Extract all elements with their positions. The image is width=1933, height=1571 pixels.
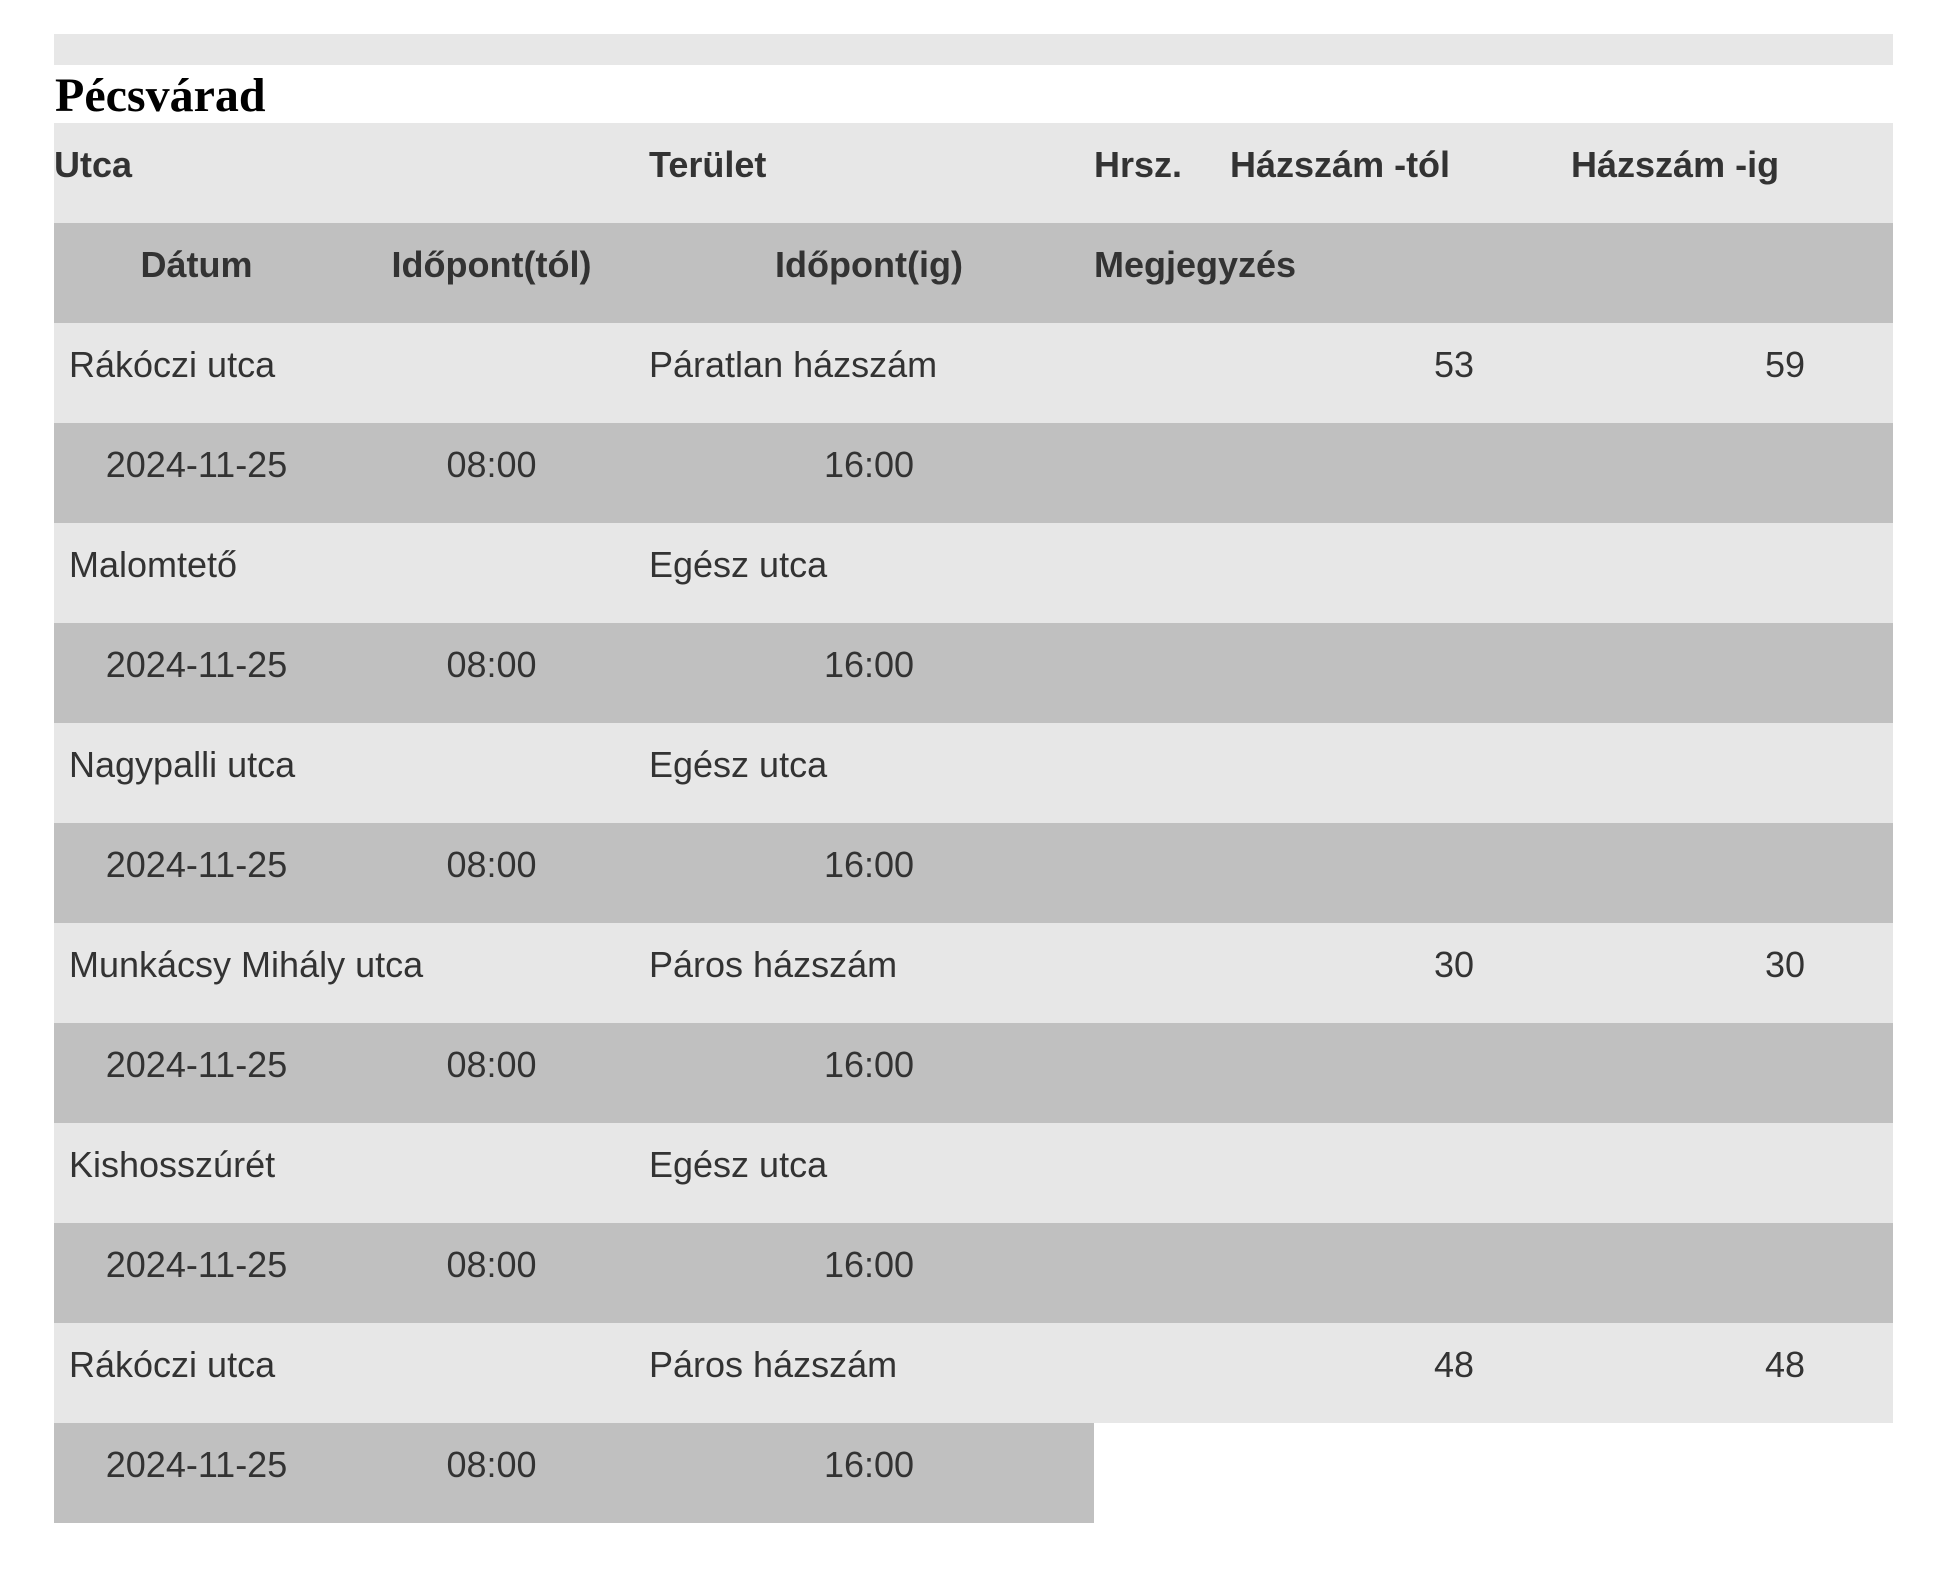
cell-terulet: Egész utca	[649, 1144, 828, 1185]
cell-terulet: Egész utca	[649, 744, 828, 785]
header-terulet: Terület	[649, 144, 767, 185]
header-hrsz: Hrsz.	[1094, 144, 1183, 185]
cell-idopont-tol: 08:00	[446, 1044, 537, 1085]
cell-terulet: Egész utca	[649, 544, 828, 585]
header-row-secondary	[54, 223, 1893, 323]
cell-idopont-tol: 08:00	[446, 444, 537, 485]
entry-rows	[54, 323, 1893, 1523]
cell-datum: 2024-11-25	[105, 644, 288, 685]
header-hazszam-ig: Házszám -ig	[1571, 144, 1780, 185]
cell-idopont-ig: 16:00	[823, 1444, 915, 1485]
page-title: Pécsvárad	[55, 69, 266, 122]
cell-hazszam-ig: 30	[1764, 944, 1806, 985]
cell-utca: Malomtető	[69, 544, 238, 585]
cell-idopont-ig: 16:00	[823, 444, 915, 485]
cell-datum: 2024-11-25	[105, 444, 288, 485]
entry-row-location	[54, 1323, 1893, 1423]
cell-idopont-ig: 16:00	[823, 644, 915, 685]
cell-utca: Rákóczi utca	[69, 344, 276, 385]
entry-row-location	[54, 323, 1893, 423]
header-megjegyzes: Megjegyzés	[1094, 244, 1297, 285]
entry-row-schedule	[54, 1423, 1094, 1523]
entry-row-location	[54, 923, 1893, 1023]
cell-idopont-ig: 16:00	[823, 1244, 915, 1285]
header-datum: Dátum	[140, 244, 253, 285]
cell-utca: Kishosszúrét	[69, 1144, 276, 1185]
cell-utca: Rákóczi utca	[69, 1344, 276, 1385]
entry-row-schedule	[54, 1223, 1893, 1323]
cell-terulet: Páros házszám	[649, 1344, 898, 1385]
entry-row-location	[54, 523, 1893, 623]
entry-row-schedule	[54, 823, 1893, 923]
cell-terulet: Páratlan házszám	[649, 344, 938, 385]
cell-idopont-tol: 08:00	[446, 644, 537, 685]
cell-hazszam-tol: 30	[1433, 944, 1475, 985]
header-idopont-ig: Időpont(ig)	[775, 244, 963, 285]
cell-idopont-ig: 16:00	[823, 844, 915, 885]
cell-datum: 2024-11-25	[105, 1044, 288, 1085]
cell-datum: 2024-11-25	[105, 1244, 288, 1285]
entry-row-schedule	[54, 423, 1893, 523]
cell-idopont-tol: 08:00	[446, 1244, 537, 1285]
cell-idopont-tol: 08:00	[446, 1444, 537, 1485]
entry-row-location	[54, 723, 1893, 823]
header-utca: Utca	[54, 144, 133, 185]
cell-idopont-tol: 08:00	[446, 844, 537, 885]
entry-row-schedule	[54, 1023, 1893, 1123]
cell-utca: Nagypalli utca	[69, 744, 296, 785]
entry-row-schedule	[54, 623, 1893, 723]
cell-hazszam-tol: 48	[1433, 1344, 1475, 1385]
cell-hazszam-ig: 59	[1764, 344, 1806, 385]
cell-idopont-ig: 16:00	[823, 1044, 915, 1085]
header-row-primary	[54, 123, 1893, 223]
top-band	[54, 34, 1893, 65]
cell-utca: Munkácsy Mihály utca	[69, 944, 424, 985]
header-hazszam-tol: Házszám -tól	[1230, 144, 1451, 185]
outage-table	[54, 123, 1893, 1523]
cell-datum: 2024-11-25	[105, 1444, 288, 1485]
cell-hazszam-tol: 53	[1433, 344, 1475, 385]
header-idopont-tol: Időpont(tól)	[391, 244, 592, 285]
cell-datum: 2024-11-25	[105, 844, 288, 885]
cell-terulet: Páros házszám	[649, 944, 898, 985]
entry-row-location	[54, 1123, 1893, 1223]
cell-hazszam-ig: 48	[1764, 1344, 1806, 1385]
